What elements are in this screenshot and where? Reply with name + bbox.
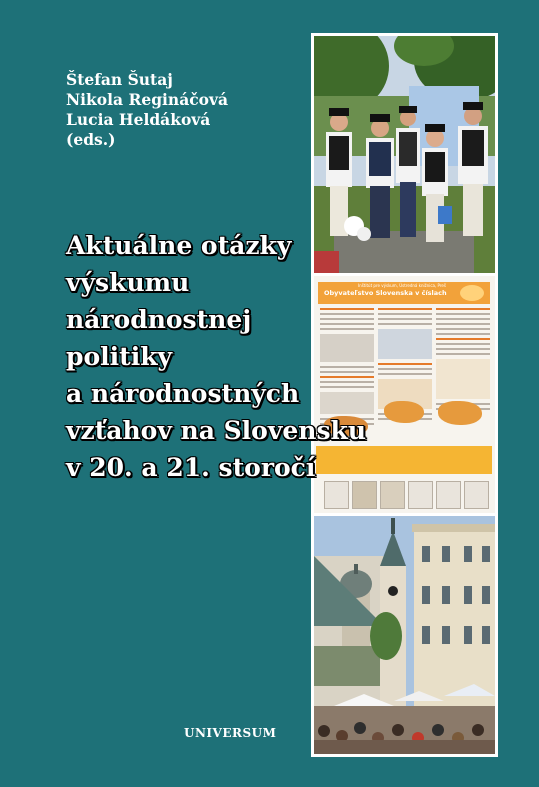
title-line-7: v 20. a 21. storočí — [66, 453, 316, 482]
authors-block — [66, 70, 228, 150]
editors-note: (eds.) — [66, 130, 116, 149]
title-line-3: národnostnej — [66, 305, 252, 334]
title-line-2: výskumu — [66, 268, 190, 297]
author-3: Lucia Heldáková — [66, 110, 211, 129]
town-square-photo — [314, 516, 495, 754]
poster-heading: Obyvateľstvo Slovenska v číslach — [324, 289, 447, 297]
author-2: Nikola Regináčová — [66, 90, 229, 109]
poster-caption: Inštitút pre výskum, Ústredná knižnica, Preš — [358, 283, 446, 288]
title-line-1: Aktuálne otázky — [66, 231, 292, 260]
poster-thumb-4 — [408, 481, 433, 509]
poster-thumb-6 — [464, 481, 489, 509]
poster-map-2 — [438, 401, 482, 425]
poster-thumb-3 — [380, 481, 405, 509]
title-line-6: vzťahov na Slovensku — [66, 416, 367, 445]
poster-map-1 — [384, 401, 424, 423]
poster-thumb-5 — [436, 481, 461, 509]
book-title — [66, 227, 366, 486]
author-1: Štefan Šutaj — [66, 70, 173, 89]
title-line-5: a národnostných — [66, 379, 300, 408]
publisher-name: UNIVERSUM — [184, 726, 277, 740]
poster-logo-icon — [460, 285, 484, 301]
title-line-4: politiky — [66, 342, 173, 371]
